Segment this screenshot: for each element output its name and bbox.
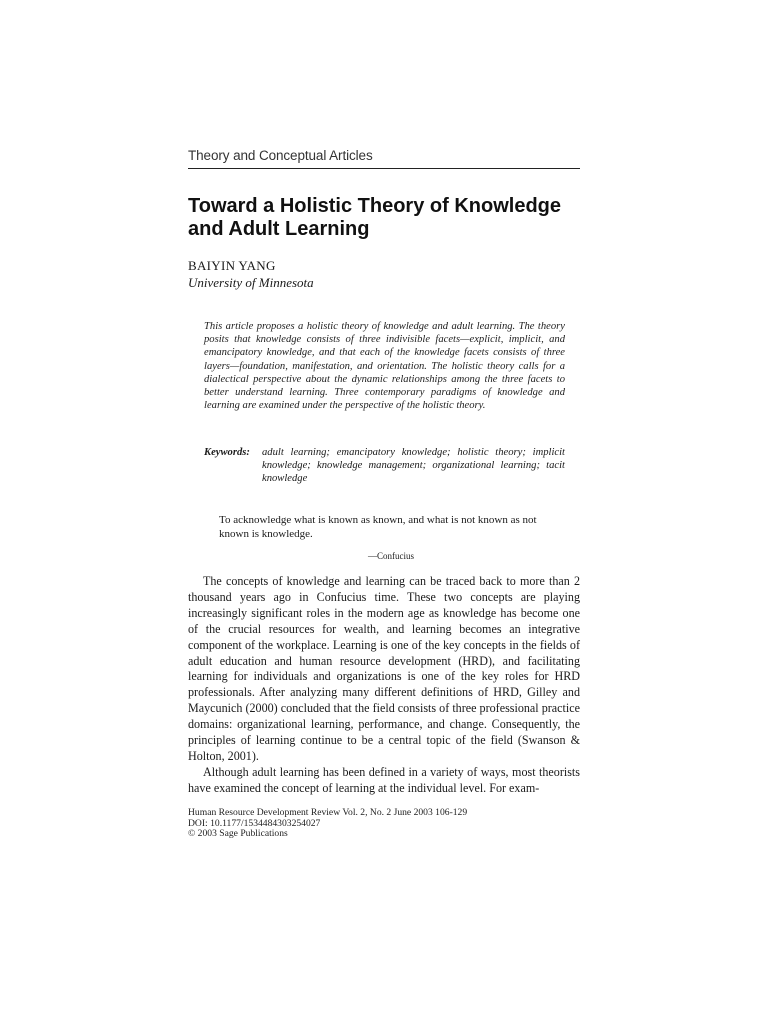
- body-paragraph: The concepts of knowledge and learning can be traced back to more than 2 thousand years ago in Confucius time. These two concepts are playing increasingly significant roles in the modern age as knowledge has become one of the crucial resources for wealth, and learning becomes an integrative component of the workplace. Learning is one of the key concepts in the fields of adult education and human resource development (HRD), and facilitating learning for individuals and organizations is one of the key roles for HRD professionals. After analyzing many different definitions of HRD, Gilley and Maycunich (2000) concluded that the field consists of three professional practice domains: organizational learning, performance, and change. Consequently, the principles of learning continue to be a central topic of the field (Swanson & Holton, 2001).: [188, 574, 580, 763]
- body-text: [188, 574, 580, 797]
- header-rule: [188, 168, 580, 169]
- keywords-label: Keywords:: [204, 447, 250, 458]
- article-title: Toward a Holistic Theory of Knowledge and Adult Learning: [188, 195, 561, 240]
- epigraph-quote: To acknowledge what is known as known, and what is not known as not known is knowledge.: [219, 514, 537, 540]
- keywords-list: adult learning; emancipatory knowledge; holistic theory; implicit knowledge; knowledge management; organizational learning; tacit knowledge: [262, 447, 565, 485]
- keywords-block: [204, 446, 565, 486]
- author-affiliation: University of Minnesota: [188, 275, 314, 290]
- body-paragraph: Although adult learning has been defined in a variety of ways, most theorists have examined the concept of learning at the individual level. For exam-: [188, 764, 580, 795]
- publication-footer: [188, 808, 580, 840]
- doi: DOI: 10.1177/1534484303254027: [188, 817, 321, 829]
- copyright: © 2003 Sage Publications: [188, 828, 288, 840]
- abstract: This article proposes a holistic theory of knowledge and adult learning. The theory posits that knowledge consists of three indivisible facets—explicit, implicit, and emancipatory knowledge, and that each of the knowledge facets consists of three layers—foundation, manifestation, and orientation. The holistic theory calls for a dialectical perspective about the dynamic relationships among the three facets to better understand learning. Three contemporary paradigms of knowledge and learning are examined under the perspective of the holistic theory.: [204, 321, 565, 412]
- author-name: BAIYIN YANG: [188, 258, 276, 273]
- section-label: Theory and Conceptual Articles: [188, 148, 373, 163]
- journal-citation: Human Resource Development Review Vol. 2, No. 2 June 2003 106-129: [188, 807, 468, 818]
- epigraph-attribution: —Confucius: [368, 551, 414, 561]
